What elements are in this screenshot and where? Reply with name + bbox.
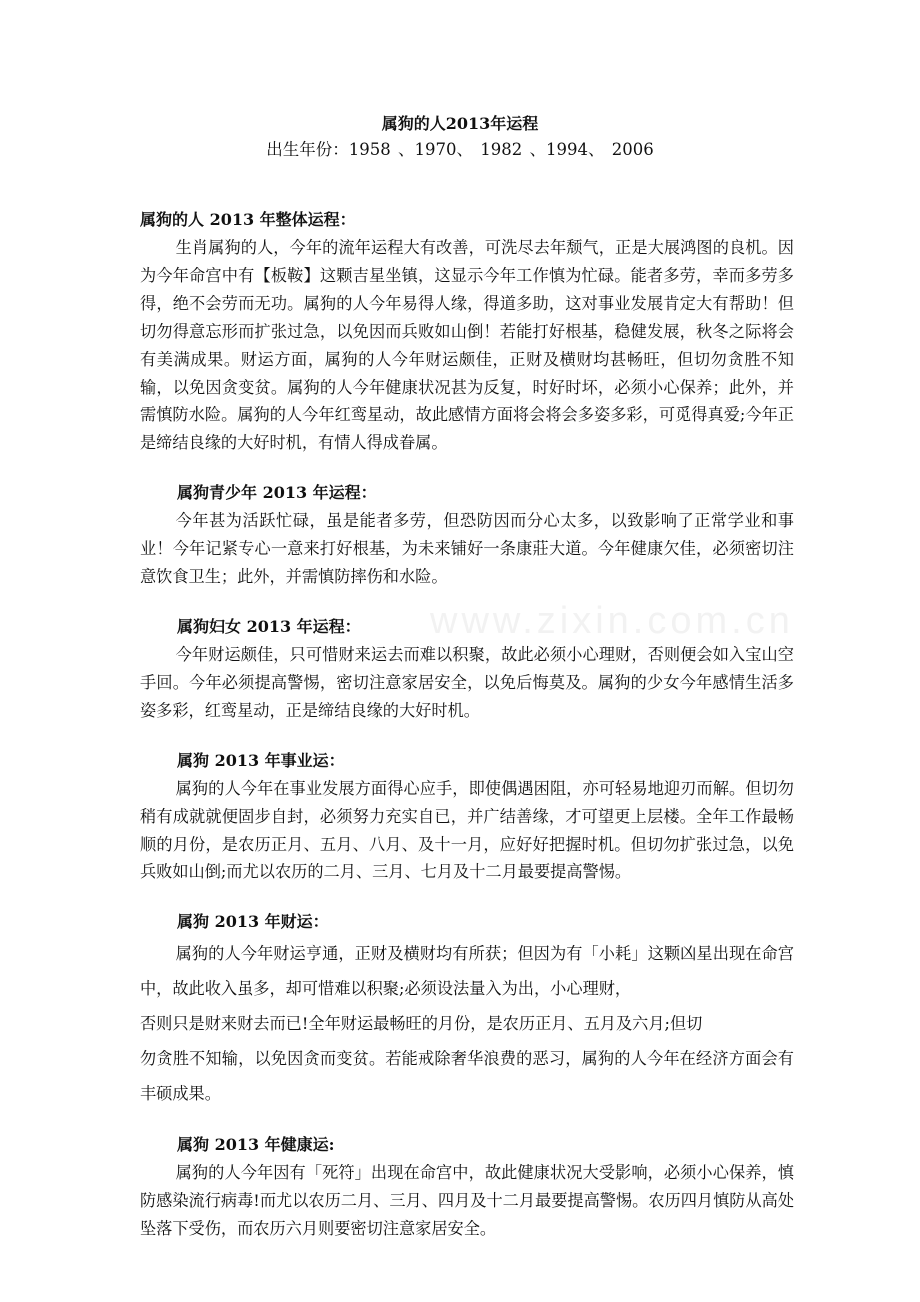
section-spacer xyxy=(140,1111,794,1131)
section-paragraph-line: 勿贪胜不知输，以免因贪而变贫。若能戒除奢华浪费的恶习，属狗的人今年在经济方面会有丰硕成果。 xyxy=(140,1049,794,1104)
section-paragraph: 今年甚为活跃忙碌，虽是能者多劳，但恐防因而分心太多，以致影响了正常学业和事业！今年记紧专心一意来打好根基，为未来铺好一条康莊大道。今年健康欠佳，必须密切注意饮食卫生；此外，并需慎防摔伤和水险。 xyxy=(140,511,794,587)
section-paragraph-line: 属狗的人今年财运亨通，正财及横财均有所获；但因为有「小耗」这颗凶星出现在命宫中，故此收入虽多，却可惜难以积聚;必须设法量入为出，小心理财， xyxy=(140,944,794,999)
section-spacer xyxy=(140,457,794,479)
section-health-fortune xyxy=(140,1131,794,1243)
section-youth-fortune xyxy=(140,479,794,591)
section-paragraph: 今年财运颇佳，只可惜财来运去而难以积聚，故此必须小心理财，否则便会如入宝山空手回。今年必须提高警惕，密切注意家居安全，以免后悔莫及。属狗的少女今年感情生活多姿多彩，红鸾星动，正是缔结良缘的大好时机。 xyxy=(140,644,794,720)
watermark-text: www.zixin.com.cn xyxy=(430,600,794,642)
section-wealth-fortune xyxy=(140,908,794,1111)
section-paragraph: 属狗的人今年在事业发展方面得心应手，即使偶遇困阻，亦可轻易地迎刃而解。但切勿稍有成就就便固步自封，必须努力充实自已，并广结善缘，才可望更上层楼。全年工作最畅顺的月份，是农历正月、五月、八月、及十一月，应好好把握时机。但切勿扩张过急，以免兵败如山倒;而尤以农历的二月、三月、七月及十二月最要提高警惕。 xyxy=(140,778,794,882)
section-paragraph-line: 否则只是财来财去而已!全年财运最畅旺的月份，是农历正月、五月及六月;但切 xyxy=(140,1014,703,1034)
section-heading: 属狗的人 2013 年整体运程： xyxy=(140,210,356,229)
section-women-fortune xyxy=(140,613,794,725)
section-spacer xyxy=(140,725,794,747)
section-paragraph: 属狗的人今年因有「死符」出现在命宫中，故此健康状况大受影响，必须小心保养，慎防感染流行病毒!而尤以农历二月、三月、四月及十二月最要提高警惕。农历四月慎防从高处坠落下受伤，而农历六月则要密切注意家居安全。 xyxy=(140,1163,795,1239)
section-overall-fortune xyxy=(140,206,794,457)
section-heading: 属狗 2013 年事业运： xyxy=(177,750,345,770)
page-title: 属狗的人2013年运程 xyxy=(381,114,539,133)
section-heading: 属狗青少年 2013 年运程： xyxy=(177,483,377,503)
section-spacer xyxy=(140,591,794,613)
section-paragraph: 生肖属狗的人，今年的流年运程大有改善，可洗尽去年颓气，正是大展鸿图的良机。因为今年命宫中有【板鞍】这颗吉星坐镇，这显示今年工作慎为忙碌。能者多劳，幸而多劳多得，绝不会劳而无功。属狗的人今年易得人缘，得道多助，这对事业发展肯定大有帮助！但切勿得意忘形而扩张过急，以免因而兵败如山倒！若能打好根基，稳健发展，秋冬之际将会有美满成果。财运方面，属狗的人今年财运颇佳，正财及横财均甚畅旺，但切勿贪胜不知输，以免因贪变贫。属狗的人今年健康状况甚为反复，时好时坏，必须小心保养；此外，并需慎防水险。属狗的人今年红鸾星动，故此感情方面将会将会多姿多彩，可觅得真爱;今年正是缔结良缘的大好时机，有情人得成眷属。 xyxy=(140,238,794,453)
birth-years-subtitle: 出生年份：1958 、1970、 1982 、1994、 2006 xyxy=(266,140,654,159)
section-heading: 属狗 2013 年财运： xyxy=(177,912,329,932)
section-career-fortune xyxy=(140,747,794,887)
section-spacer xyxy=(140,886,794,908)
section-heading: 属狗妇女 2013 年运程： xyxy=(177,616,361,636)
document-body xyxy=(140,206,794,1243)
section-heading: 属狗 2013 年健康运: xyxy=(177,1135,335,1155)
